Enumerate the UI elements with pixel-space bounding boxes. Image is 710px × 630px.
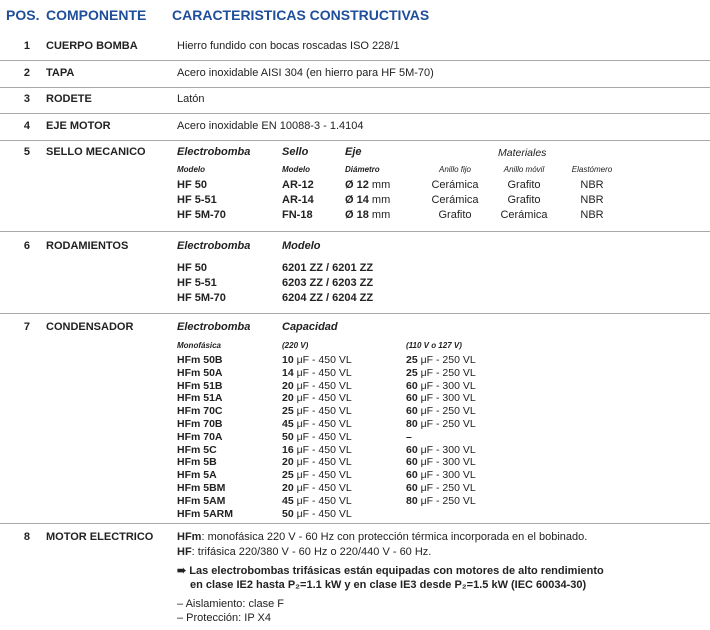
row-3-name: RODETE [46, 93, 92, 105]
bearings-row-pump: HF 5-51 [177, 277, 217, 289]
capacitor-row-pump: HFm 51A [177, 392, 223, 405]
seal-header-materials: Materiales [498, 147, 547, 159]
capacitor-row-220 [282, 367, 352, 379]
motor-line-1-label: HFm [177, 531, 202, 543]
seal-row-elastomer: NBR [580, 194, 604, 206]
motor-insulation: – Aislamiento: clase F [177, 598, 284, 610]
capacitor-unit: μF - 250 VL [420, 405, 476, 418]
capacitor-value: 20 [282, 392, 294, 405]
capacitor-row-110 [406, 405, 476, 417]
capacitor-value: 20 [282, 482, 294, 494]
seal-row-dia-unit: mm [371, 209, 391, 221]
seal-row-dia: Ø 12 [345, 179, 369, 191]
capacitor-row-110 [406, 354, 476, 366]
seal-row-dia: Ø 18 [345, 209, 369, 221]
row-2-name: TAPA [46, 67, 75, 79]
capacitor-row-pump: HFm 70C [177, 405, 223, 418]
capacitor-unit: μF - 300 VL [420, 443, 476, 456]
capacitor-row-220 [282, 456, 352, 468]
capacitor-sub-mono: Monofásica [177, 341, 222, 350]
capacitor-value: 60 [406, 392, 418, 405]
capacitor-row-110 [406, 431, 412, 443]
motor-line-1 [177, 531, 587, 543]
capacitor-header-capacity: Capacidad [282, 321, 338, 333]
row-8-pos: 8 [23, 531, 30, 543]
row-1-desc: Hierro fundido con bocas roscadas ISO 228/1 [177, 40, 400, 52]
capacitor-value: 60 [406, 405, 418, 418]
capacitor-value: 80 [406, 494, 418, 507]
capacitor-unit: μF - 450 VL [296, 392, 352, 405]
bearings-row-model: 6203 ZZ / 6203 ZZ [282, 277, 374, 289]
motor-line-1-text: : monofásica 220 V - 60 Hz con protección térmica incorporada en el bobinado. [201, 531, 588, 543]
capacitor-unit: μF - 300 VL [420, 469, 476, 482]
seal-row-dia-unit: mm [371, 179, 391, 191]
bearings-header-pump: Electrobomba [177, 240, 251, 252]
seal-row-pump: HF 5M-70 [177, 209, 226, 221]
separator [0, 140, 710, 141]
capacitor-value: 20 [282, 456, 294, 469]
capacitor-unit: μF - 300 VL [420, 456, 476, 469]
bearings-row-model: 6204 ZZ / 6204 ZZ [282, 292, 374, 304]
seal-sub-model: Modelo [177, 165, 205, 174]
motor-note-2: en clase IE2 hasta P₂=1.1 kW y en clase IE3 desde P₂=1.5 kW (IEC 60034-30) [190, 579, 587, 591]
seal-sub-diameter: Diámetro [345, 165, 380, 174]
capacitor-unit: μF - 300 VL [420, 379, 476, 392]
capacitor-unit: μF - 450 VL [296, 456, 352, 469]
capacitor-row-220 [282, 431, 352, 443]
capacitor-value: 20 [282, 379, 294, 392]
seal-row-dia: Ø 14 [345, 194, 369, 206]
capacitor-value: 25 [406, 354, 418, 366]
separator [0, 313, 710, 314]
capacitor-row-pump: HFm 5ARM [177, 507, 234, 520]
capacitor-row-pump: HFm 51B [177, 379, 223, 392]
capacitor-row-pump: HFm 5B [177, 456, 217, 469]
capacitor-row-pump: HFm 70B [177, 418, 223, 430]
capacitor-sub-110: (110 V o 127 V) [406, 341, 462, 350]
seal-row-seal: AR-12 [282, 179, 314, 191]
capacitor-value: 50 [282, 507, 294, 520]
bearings-row-pump: HF 5M-70 [177, 292, 226, 304]
capacitor-row-110 [406, 367, 476, 379]
capacitor-row-220 [282, 482, 352, 494]
seal-row-fixed: Grafito [438, 209, 472, 221]
capacitor-unit: μF - 250 VL [420, 482, 476, 494]
capacitor-value: 45 [282, 418, 294, 430]
capacitor-row-220 [282, 469, 352, 481]
separator [0, 60, 710, 61]
seal-row-pump: HF 50 [177, 179, 207, 191]
seal-sub-seal-model: Modelo [282, 165, 310, 174]
capacitor-unit: μF - 450 VL [296, 418, 352, 430]
arrow-icon: ➠ [177, 565, 187, 577]
seal-row-moving: Cerámica [500, 209, 548, 221]
capacitor-unit: μF - 250 VL [420, 354, 476, 366]
capacitor-value: 60 [406, 456, 418, 469]
row-2-desc: Acero inoxidable AISI 304 (en hierro para HF 5M-70) [177, 67, 434, 79]
separator [0, 113, 710, 114]
capacitor-value: 60 [406, 443, 418, 456]
row-4-desc: Acero inoxidable EN 10088-3 - 1.4104 [177, 120, 364, 132]
capacitor-row-220 [282, 405, 352, 417]
motor-note-1-text: Las electrobombas trifásicas están equipadas con motores de alto rendimiento [189, 565, 604, 577]
row-6-name: RODAMIENTOS [46, 240, 129, 252]
bearings-header-model: Modelo [282, 240, 321, 252]
capacitor-value: 60 [406, 469, 418, 482]
seal-row-pump: HF 5-51 [177, 194, 217, 206]
seal-row-elastomer: NBR [580, 179, 604, 191]
capacitor-row-pump: HFm 5BM [177, 482, 226, 494]
capacitor-unit: μF - 450 VL [296, 366, 352, 379]
motor-protection: – Protección: IP X4 [177, 612, 271, 624]
capacitor-value: 25 [282, 469, 294, 482]
capacitor-unit: μF - 450 VL [296, 507, 352, 520]
seal-row-moving: Grafito [507, 179, 541, 191]
capacitor-row-pump: HFm 50B [177, 354, 223, 366]
capacitor-unit: μF - 450 VL [296, 379, 352, 392]
bearings-row-pump: HF 50 [177, 262, 207, 274]
motor-line-2-text: : trifásica 220/380 V - 60 Hz o 220/440 V - 60 Hz. [191, 546, 432, 558]
capacitor-unit: μF - 450 VL [296, 405, 352, 418]
row-3-desc: Latón [177, 93, 205, 105]
capacitor-row-220 [282, 380, 352, 392]
capacitor-row-220 [282, 444, 352, 456]
capacitor-value: 14 [282, 366, 294, 379]
capacitor-row-110 [406, 418, 476, 430]
capacitor-unit: μF - 300 VL [420, 392, 476, 405]
capacitor-value: – [406, 430, 412, 443]
capacitor-row-pump: HFm 5C [177, 443, 217, 456]
capacitor-sub-220: (220 V) [282, 341, 309, 350]
capacitor-header-pump: Electrobomba [177, 321, 251, 333]
bearings-row-model: 6201 ZZ / 6201 ZZ [282, 262, 374, 274]
capacitor-row-220 [282, 508, 352, 520]
capacitor-unit: μF - 250 VL [420, 494, 476, 507]
capacitor-unit: μF - 450 VL [296, 430, 352, 443]
row-2-pos: 2 [23, 67, 30, 79]
row-1-name: CUERPO BOMBA [46, 40, 138, 52]
header-component: COMPONENTE [46, 7, 147, 23]
motor-note-1 [177, 564, 604, 577]
separator [0, 231, 710, 232]
seal-row-moving: Grafito [507, 194, 541, 206]
capacitor-value: 50 [282, 430, 294, 443]
separator [0, 87, 710, 88]
capacitor-row-110 [406, 495, 476, 507]
capacitor-row-220 [282, 495, 352, 507]
capacitor-unit: μF - 450 VL [296, 443, 352, 456]
separator [0, 523, 710, 524]
motor-line-2 [177, 546, 431, 558]
row-7-name: CONDENSADOR [46, 321, 134, 333]
seal-sub-moving: Anillo móvil [503, 165, 545, 174]
capacitor-value: 16 [282, 443, 294, 456]
capacitor-row-pump: HFm 5A [177, 469, 217, 482]
capacitor-row-220 [282, 354, 352, 366]
capacitor-row-110 [406, 444, 476, 456]
seal-row-fixed: Cerámica [431, 194, 479, 206]
capacitor-row-pump: HFm 5AM [177, 494, 226, 507]
seal-row-elastomer: NBR [580, 209, 604, 221]
capacitor-row-220 [282, 418, 352, 430]
seal-row-seal: FN-18 [282, 209, 313, 221]
capacitor-value: 45 [282, 494, 294, 507]
capacitor-row-110 [406, 456, 476, 468]
capacitor-row-pump: HFm 50A [177, 366, 223, 379]
capacitor-unit: μF - 250 VL [420, 418, 476, 430]
header-characteristics: CARACTERISTICAS CONSTRUCTIVAS [172, 7, 430, 23]
capacitor-row-pump: HFm 70A [177, 430, 223, 443]
seal-row-seal: AR-14 [282, 194, 314, 206]
capacitor-row-110 [406, 380, 476, 392]
motor-line-2-label: HF [177, 546, 192, 558]
capacitor-row-110 [406, 482, 476, 494]
row-7-pos: 7 [23, 321, 30, 333]
capacitor-value: 60 [406, 379, 418, 392]
header-pos: POS. [6, 7, 40, 23]
row-4-name: EJE MOTOR [46, 120, 111, 132]
row-5-name: SELLO MECANICO [46, 146, 146, 158]
capacitor-row-220 [282, 392, 352, 404]
seal-header-seal: Sello [282, 146, 309, 158]
capacitor-unit: μF - 450 VL [296, 469, 352, 482]
row-1-pos: 1 [23, 40, 30, 52]
seal-row-dia-unit: mm [371, 194, 391, 206]
capacitor-row-110 [406, 392, 476, 404]
capacitor-unit: μF - 250 VL [420, 366, 476, 379]
capacitor-row-110 [406, 469, 476, 481]
seal-header-shaft: Eje [345, 146, 362, 158]
row-4-pos: 4 [23, 120, 30, 132]
row-6-pos: 6 [23, 240, 30, 252]
capacitor-unit: μF - 450 VL [296, 482, 352, 494]
seal-sub-fixed: Anillo fijo [438, 165, 471, 174]
capacitor-unit: μF - 450 VL [296, 494, 352, 507]
capacitor-value: 10 [282, 354, 294, 366]
row-3-pos: 3 [23, 93, 30, 105]
capacitor-value: 25 [282, 405, 294, 418]
capacitor-value: 25 [406, 366, 418, 379]
capacitor-value: 60 [406, 482, 418, 494]
seal-row-fixed: Cerámica [431, 179, 479, 191]
row-5-pos: 5 [23, 146, 30, 158]
capacitor-value: 80 [406, 418, 418, 430]
row-8-name: MOTOR ELECTRICO [46, 531, 154, 543]
capacitor-unit: μF - 450 VL [296, 354, 352, 366]
seal-header-pump: Electrobomba [177, 146, 251, 158]
seal-sub-elastomer: Elastómero [571, 165, 613, 174]
